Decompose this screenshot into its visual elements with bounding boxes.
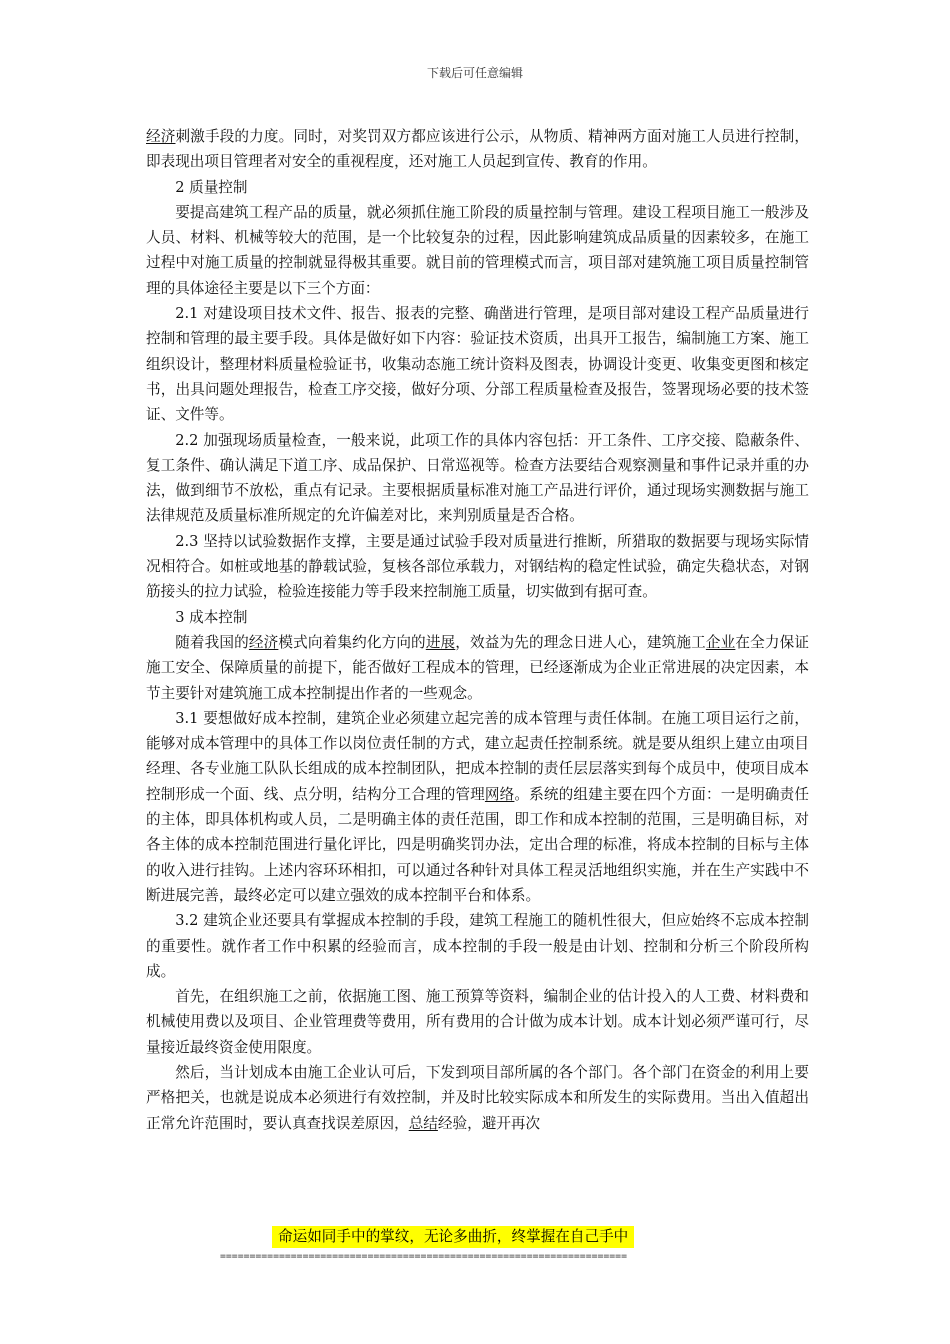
paragraph xyxy=(146,529,809,605)
inline-link[interactable]: 企业 xyxy=(705,633,736,651)
paragraph-text: 刺激手段的力度。同时，对奖罚双方都应该进行公示，从物质、精神两方面对施工人员进行控制，即表现出项目管理者对安全的重视程度，还对施工人员起到宣传、教育的作用。 xyxy=(146,128,809,171)
paragraph xyxy=(146,706,809,908)
paragraph xyxy=(146,1060,809,1136)
inline-link[interactable]: 网络 xyxy=(484,785,515,803)
paragraph xyxy=(146,908,809,984)
paragraph-text: 随着我国的 xyxy=(175,633,249,651)
inline-link[interactable]: 经济 xyxy=(146,128,176,145)
paragraph-text: 2.1 对建设项目技术文件、报告、报表的完整、确凿进行管理，是项目部对建设工程产品质量进行控制和管理的最主要手段。具体是做好如下内容：验证技术资质，出具开工报告，编制施工方案、施工组织设计，整理材料质量检验证书，收集动态施工统计资料及图表，协调设计变更、收集变更图和核定书，出具问题处理报告，检查工序交接，做好分项、分部工程质量检查及报告，签署现场必要的技术签证、文件等。 xyxy=(146,305,809,424)
paragraph xyxy=(146,301,809,427)
paragraph-text: ，效益为先的理念日进人心，建筑施工 xyxy=(455,633,706,651)
paragraph-text: 2.2 加强现场质量检查，一般来说，此项工作的具体内容包括：开工条件、工序交接、隐蔽条件、复工条件、确认满足下道工序、成品保护、日常巡视等。检查方法要结合观察测量和事件记录并重的办法，做到细节不放松，重点有记录。主要根据质量标准对施工产品进行评价，通过现场实测数据与施工法律规范及质量标准所规定的允许偏差对比，来判别质量是否合格。 xyxy=(146,431,809,525)
separator-rule: ===================================================================== xyxy=(220,1251,627,1262)
paragraph-text: 经验，避开再次 xyxy=(437,1114,541,1132)
paragraph xyxy=(146,630,809,706)
paragraph xyxy=(146,124,809,175)
paragraph-text: 2 质量控制 xyxy=(175,178,248,196)
paragraph xyxy=(146,984,809,1060)
paragraph-text: 。系统的组建主要在四个方面：一是明确责任的主体，即具体机构或人员，二是明确主体的责任范围，即工作和成本控制的范围，三是明确目标，对各主体的成本控制范围进行量化评比，四是明确奖罚办法，定出合理的标准，将成本控制的目标与主体的收入进行挂钩。上述内容环环相扣，可以通过各种针对具体工程灵活地组织实施，并在生产实践中不断进展完善，最终必定可以建立强效的成本控制平台和体系。 xyxy=(146,785,809,904)
motto-banner: 命运如同手中的掌纹，无论多曲折，终掌握在自己手中 xyxy=(272,1226,634,1248)
paragraph xyxy=(146,428,809,529)
inline-link[interactable]: 总结 xyxy=(408,1114,438,1132)
paragraph-text: 在全力保证施工安全、保障质量的前提下，能否做好工程成本的管理，已经逐渐成为企业正常进展的决定因素，本节主要针对建筑施工成本控制提出作者的一些观念。 xyxy=(146,633,809,702)
paragraph-text: 模式向着集约化方向的 xyxy=(278,633,426,651)
inline-link[interactable]: 进展 xyxy=(425,633,456,651)
paragraph xyxy=(146,175,809,200)
paragraph-text: 2.3 坚持以试验数据作支撑，主要是通过试验手段对质量进行推断，所猎取的数据要与现场实际情况相符合。如桩或地基的静载试验，复核各部位承载力，对钢结构的稳定性试验，确定失稳状态，对钢筋接头的拉力试验，检验连接能力等手段来控制施工质量，切实做到有据可查。 xyxy=(146,532,809,601)
page-header: 下载后可任意编辑 xyxy=(426,66,523,80)
paragraph xyxy=(146,200,809,301)
document-body xyxy=(146,124,809,1136)
paragraph-text: 首先，在组织施工之前，依据施工图、施工预算等资料，编制企业的估计投入的人工费、材料费和机械使用费以及项目、企业管理费等费用，所有费用的合计做为成本计划。成本计划必须严谨可行，尽量接近最终资金使用限度。 xyxy=(146,988,809,1056)
inline-link[interactable]: 经济 xyxy=(248,633,279,651)
paragraph-text: 3.1 要想做好成本控制，建筑企业必须建立起完善的成本管理与责任体制。在施工项目运行之前，能够对成本管理中的具体工作以岗位责任制的方式，建立起责任控制系统。就是要从组织上建立由项目经理、各专业施工队队长组成的成本控制团队，把成本控制的责任层层落实到每个成员中，使项目成本控制形成一个面、线、点分明，结构分工合理的管理 xyxy=(146,709,809,803)
paragraph-text: 3.2 建筑企业还要具有掌握成本控制的手段，建筑工程施工的随机性很大，但应始终不忘成本控制的重要性。就作者工作中积累的经验而言，成本控制的手段一般是由计划、控制和分析三个阶段所构成。 xyxy=(146,912,809,980)
paragraph xyxy=(146,605,809,630)
paragraph-text: 然后，当计划成本由施工企业认可后，下发到项目部所属的各个部门。各个部门在资金的利用上要严格把关，也就是说成本必须进行有效控制，并及时比较实际成本和所发生的实际费用。当出入值超出正常允许范围时，要认真查找误差原因， xyxy=(146,1063,809,1132)
paragraph-text: 3 成本控制 xyxy=(175,608,248,626)
paragraph-text: 要提高建筑工程产品的质量，就必须抓住施工阶段的质量控制与管理。建设工程项目施工一般涉及人员、材料、机械等较大的范围，是一个比较复杂的过程，因此影响建筑成品质量的因素较多，在施工过程中对施工质量的控制就显得极其重要。就目前的管理模式而言，项目部对建筑施工项目质量控制管理的具体途径主要是以下三个方面： xyxy=(146,203,809,297)
